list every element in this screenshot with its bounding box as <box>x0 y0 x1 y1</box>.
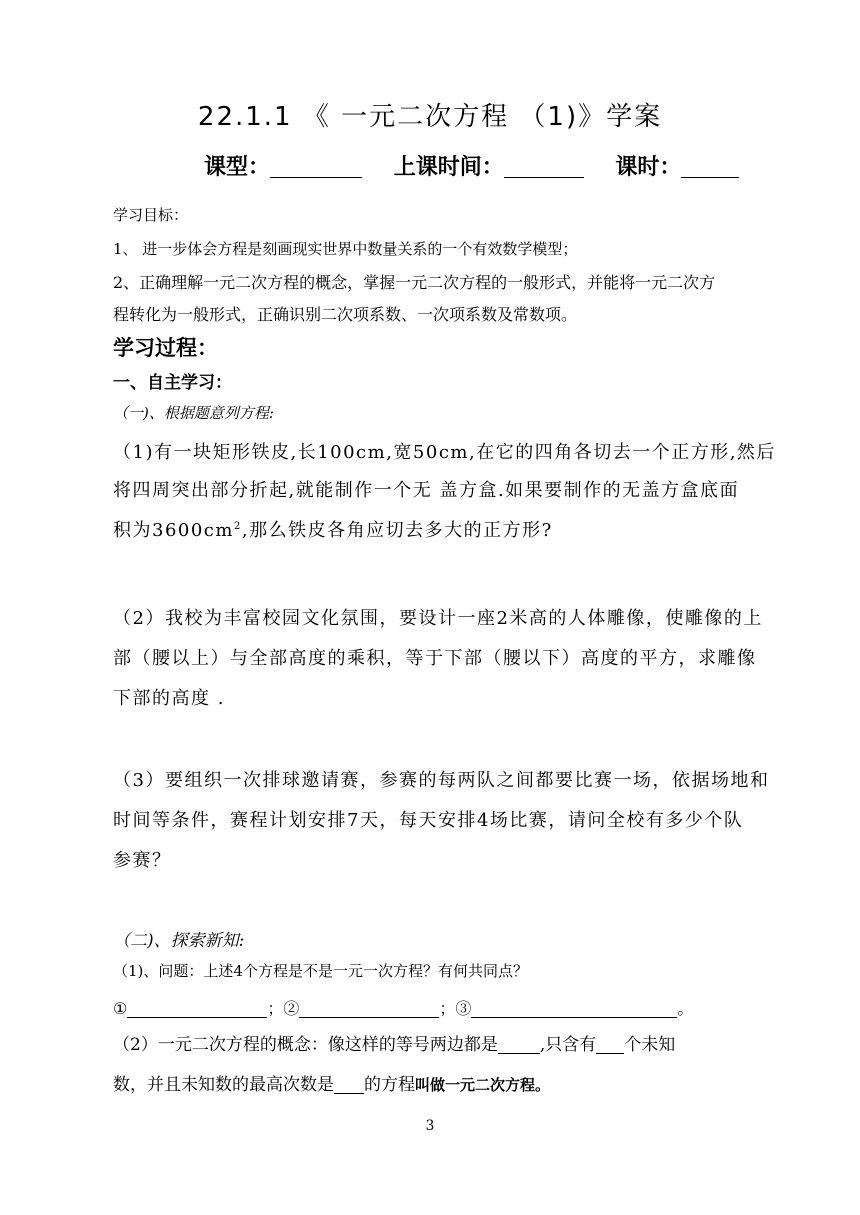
concept-text-a: （2）一元二次方程的概念：像这样的等号两边都是 <box>113 1035 498 1055</box>
blank-mark-1: ① <box>113 999 128 1018</box>
problem1-question: ,那么铁皮各角应切去多大的正方形? <box>241 520 553 541</box>
period-label: 课时： <box>615 155 682 180</box>
blank-end: 。 <box>677 999 694 1018</box>
problem2-line2: 部（腰以上）与全部高度的乘积，等于下部（腰以下）高度的平方，求雕像 <box>113 648 757 669</box>
concept-blank-2 <box>596 1035 624 1054</box>
blank-3 <box>471 999 677 1018</box>
concept-blank-1 <box>498 1035 540 1054</box>
concept-text-e: 的方程 <box>364 1075 415 1095</box>
problem3-line1: （3）要组织一次排球邀请赛，参赛的每两队之间都要比赛一场，依据场地和 <box>113 770 770 791</box>
period-blank <box>681 155 739 178</box>
type-blank <box>270 155 362 178</box>
goal-item-2-line2: 程转化为一般形式，正确识别二次项系数、一次项系数及常数项。 <box>113 305 578 324</box>
problem3-line2: 时间等条件，赛程计划安排7天，每天安排4场比赛，请问全校有多少个队 <box>113 810 744 831</box>
goal-item-2-line1: 2、正确理解一元二次方程的概念，掌握一元二次方程的一般形式，并能将一元二次方 <box>113 273 716 292</box>
problem3-line3: 参赛？ <box>113 850 172 871</box>
concept-line2 <box>113 1070 550 1095</box>
blank-mark-3: ；③ <box>439 999 472 1018</box>
problem1-line1: （1)有一块矩形铁皮,长100cm,宽50cm,在它的四角各切去一个正方形,然后 <box>113 442 776 463</box>
blanks-row <box>113 996 693 1019</box>
goal-item-1: 1、 进一步体会方程是刻画现实世界中数量关系的一个有效数学模型； <box>113 240 578 258</box>
concept-line1 <box>113 1030 675 1055</box>
problem1-area: 积为3600cm <box>113 520 234 541</box>
lesson-meta <box>204 150 739 181</box>
page-number: 3 <box>425 1118 435 1134</box>
concept-text-c: 个未知 <box>624 1035 676 1055</box>
concept-definition: 叫做一元二次方程。 <box>415 1076 551 1094</box>
problem2-line3: 下部的高度 . <box>113 688 225 709</box>
time-blank <box>504 155 584 178</box>
blank-2 <box>299 999 439 1018</box>
problem2-line1: （2）我校为丰富校园文化氛围，要设计一座2米高的人体雕像，使雕像的上 <box>113 608 763 629</box>
sub1-heading: （一)、根据题意列方程: <box>113 404 274 422</box>
sub2-heading: （二)、探索新知: <box>113 931 245 951</box>
problem1-exponent: 2 <box>233 521 242 532</box>
process-heading: 学习过程： <box>113 336 218 360</box>
problem1-line3 <box>113 516 553 542</box>
concept-blank-3 <box>334 1075 364 1094</box>
page-title: 22.1.1 《 一元二次方程 （1)》学案 <box>197 102 663 132</box>
section1-heading: 一、自主学习： <box>113 373 232 393</box>
type-label: 课型： <box>204 155 271 180</box>
problem1-line2: 将四周突出部分折起,就能制作一个无 盖方盒.如果要制作的无盖方盒底面 <box>113 480 740 501</box>
concept-text-b: ,只含有 <box>539 1035 597 1055</box>
question1: （1)、问题：上述4个方程是不是一元一次方程？有何共同点？ <box>113 962 528 980</box>
concept-text-d: 数，并且未知数的最高次数是 <box>113 1075 334 1095</box>
blank-1 <box>127 999 267 1018</box>
goals-heading: 学习目标： <box>113 206 189 224</box>
time-label: 上课时间： <box>393 155 504 180</box>
blank-mark-2: ；② <box>267 999 300 1018</box>
